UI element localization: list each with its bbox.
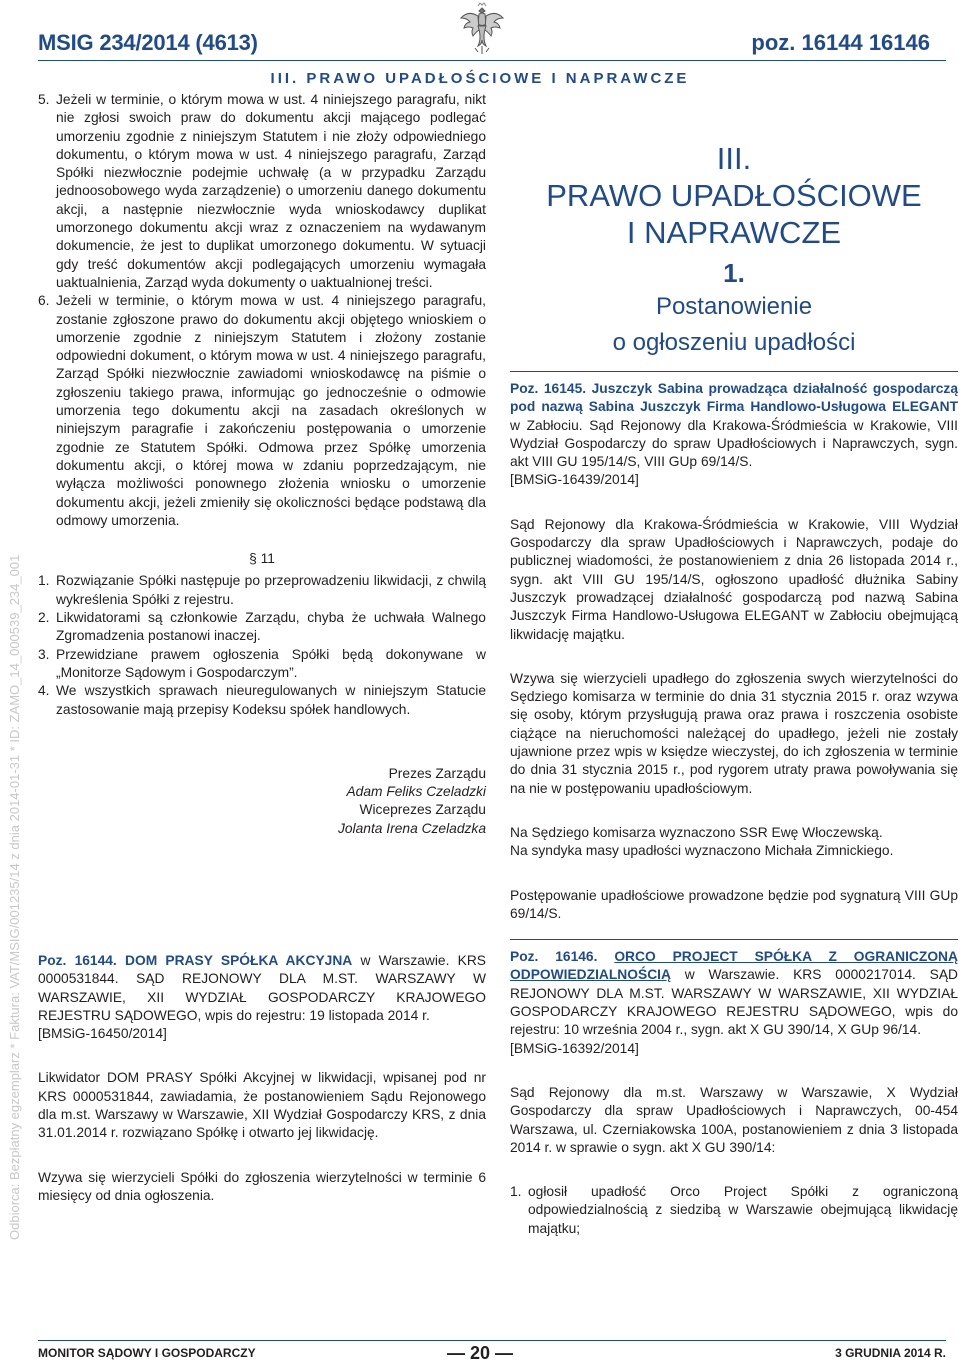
entry-16146: Poz. 16146. ORCO PROJECT SPÓŁKA Z OGRANICZONĄ ODPOWIEDZIALNOŚCIĄ w Warszawie. KRS 0000217014. SĄD REJONOWY DLA M.ST. WARSZAWY W WARSZAWIE, XII WYDZIAŁ GOSPODARCZY KRAJOWEGO REJESTRU SĄDOWEGO, wpis do rejestru: 10 września 2004 r., sygn. akt X GU 390/14, X GUp 96/14.	[510, 949, 958, 1038]
section-title: I NAPRAWCZE	[626, 215, 842, 250]
recipient-sidebar: Odbiorca: Bezpłatny egzemplarz * Faktura: VAT/MSIG/001235/14 z dnia 2014-01-31 * ID: ZAMO_14_000539_234_001	[7, 554, 22, 1240]
entry-paragraph: Na Sędziego komisarza wyznaczono SSR Ewę Włoczewską.	[510, 824, 883, 840]
footer-date: 3 GRUDNIA 2014 R.	[835, 1346, 946, 1360]
entry-paragraph: Sąd Rejonowy dla m.st. Warszawy w Warszawie, X Wydział Gospodarczy dla spraw Upadłościowych i Naprawczych, 00-454 Warszawa, ul. Czerniakowska 100A, postanowieniem z dnia 3 listopada 2014 r. w sprawie o sygn. akt X GU 390/14:	[510, 1084, 958, 1155]
entry-16145: Poz. 16145. Juszczyk Sabina prowadząca działalność gospodarczą pod nazwą Sabina Juszczyk Firma Handlowo-Usługowa ELEGANT w Zabłociu. Sąd Rejonowy dla Krakowa-Śródmieścia w Krakowie, VIII Wydział Gospodarczy do spraw Upadłościowych i Naprawczych, sygn. akt VIII GU 195/14/S, VIII GUp 69/14/S.	[510, 381, 958, 470]
entry-paragraph: Wzywa się wierzycieli upadłego do zgłoszenia swych wierzytelności do Sędziego komisarza w terminie do dnia 31 stycznia 2015 r. oraz wzywa się osoby, którym przysługują prawa oraz prawa i roszczenia osobiste ciążące na nieruchomości należącej do upadłego, jeżeli nie zostały ujawnione przez wpis w księdze wieczystej, do ich zgłoszenia w terminie do dnia 31 stycznia 2015 r., pod rygorem utraty prawa powoływania się na nie w postępowaniu upadłościowym.	[510, 670, 958, 796]
entry-paragraph: Likwidator DOM PRASY Spółki Akcyjnej w likwidacji, wpisanej pod nr KRS 0000531844, zawiadamia, że postanowieniem Sądu Rejonowego dla m.st. Warszawy w Warszawie, XII Wydział Gospodarczy KRS, z dnia 31.01.2014 r. rozwiązano Spółkę i otwarto jej likwidację.	[38, 1070, 486, 1141]
subsection-title: o ogłoszeniu upadłości	[612, 329, 856, 356]
signature-name: Adam Feliks Czeladzki	[346, 784, 486, 800]
signature-role: Prezes Zarządu	[388, 765, 486, 781]
entry-paragraph: Na syndyka masy upadłości wyznaczono Michała Zimnickiego.	[510, 843, 894, 859]
running-section-title: III. PRAWO UPADŁOŚCIOWE I NAPRAWCZE	[270, 70, 690, 87]
right-column	[510, 140, 958, 1238]
signature-name: Jolanta Irena Czeladzka	[337, 820, 486, 836]
signatures	[38, 765, 486, 838]
subsection-number: 1.	[723, 258, 745, 288]
header-rule	[38, 60, 946, 61]
left-column	[38, 91, 486, 1205]
list-item: 6. Jeżeli w terminie, o którym mowa w ust. 4 niniejszego paragrafu, zostanie zgłoszone prawo do dokumentu akcji objętego wnioskiem o umorzenie zgodnie z niniejszym Statutem i złożony zostanie odpowiedni dokument, o którym mowa w ust. 4 niniejszego paragrafu, Zarząd Spółki niezwłocznie zawiadomi wnioskodawcę na piśmie o zgłoszeniu takiego prawa, informując go jednocześnie o odmowie umorzenia tego dokumentu akcji na zasadach określonych w niniejszym paragrafie i zakończeniu postępowania o umorzenie zgodnie ze Statutem Spółki. Odmowa przez Spółkę umorzenia dokumentu akcji, o której mowa w zdaniu poprzedzającym, nie wyłącza możliwości ponownego złożenia wniosku o umorzenie dokumentu akcji, jeżeli zmieniły się okoliczności będące podstawą dla odmowy umorzenia.	[38, 293, 486, 528]
page-number: — 20 —	[446, 1343, 514, 1363]
entry-reference: [BMSiG-16392/2014]	[510, 1040, 639, 1056]
list-item: 3. Przewidziane prawem ogłoszenia Spółki będą dokonywane w „Monitorze Sądowym i Gospodarczym”.	[38, 646, 486, 680]
list-item: 4. We wszystkich sprawach nieuregulowanych w niniejszym Statucie zastosowanie mają przepisy Kodeksu spółek handlowych.	[38, 683, 486, 717]
entry-16144: Poz. 16144. DOM PRASY SPÓŁKA AKCYJNA w Warszawie. KRS 0000531844. SĄD REJONOWY DLA M.ST. WARSZAWY W WARSZAWIE, XII WYDZIAŁ GOSPODARCZY KRAJOWEGO REJESTRU SĄDOWEGO, wpis do rejestru: 19 listopada 2014 r.	[38, 952, 486, 1023]
header-positions: poz. 16144 16146	[751, 30, 930, 55]
entry-reference: [BMSiG-16439/2014]	[510, 472, 639, 488]
header-issue: MSIG 234/2014 (4613)	[38, 30, 258, 55]
list-item: 1. ogłosił upadłość Orco Project Spółki z ograniczoną odpowiedzialnością z siedzibą w Warszawie obejmującą likwidację majątku;	[510, 1184, 958, 1236]
entry-paragraph: Sąd Rejonowy dla Krakowa-Śródmieścia w Krakowie, VIII Wydział Gospodarczy dla spraw Upadłościowych i Naprawczych, podaje do publicznej wiadomości, że postanowieniem z dnia 26 listopada 2014 r., sygn. akt VIII GU 195/14/S, ogłoszono upadłość dłużnika Sabiny Juszczyk prowadzącej działalność gospodarczą pod nazwą Sabina Juszczyk Firma Handlowo-Usługowa ELEGANT w Zabłociu obejmującą likwidację majątku.	[510, 516, 958, 642]
section-title: PRAWO UPADŁOŚCIOWE	[546, 178, 922, 213]
entry-paragraph: Wzywa się wierzycieli Spółki do zgłoszenia wierzytelności w terminie 6 miesięcy od dnia ogłoszenia.	[38, 1169, 486, 1203]
list-item: 1. Rozwiązanie Spółki następuje po przeprowadzeniu likwidacji, z chwilą wykreślenia Spółki z rejestru.	[38, 573, 486, 607]
signature-role: Wiceprezes Zarządu	[359, 802, 486, 818]
entry-paragraph: Postępowanie upadłościowe prowadzone będzie pod sygnaturą VIII GUp 69/14/S.	[510, 887, 958, 921]
list-item: 2. Likwidatorami są członkowie Zarządu, chyba że uchwała Walnego Zgromadzenia postanowi inaczej.	[38, 610, 486, 644]
section-mark: § 11	[249, 551, 275, 567]
polish-eagle-icon	[459, 2, 505, 58]
footer-rule	[38, 1340, 946, 1341]
section-number: III.	[716, 141, 752, 176]
list-item: 5. Jeżeli w terminie, o którym mowa w ust. 4 niniejszego paragrafu, nikt nie zgłosi swoich praw do dokumentu akcji mającego podlegać umorzeniu zgodnie z niniejszym Statutem i nie złoży odpowiedniego dokumentu, o którym mowa w ust. 4 niniejszego paragrafu, Zarząd Spółki niezwłocznie podejmie uchwałę (a w przypadku Zarządu jednoosobowego wyda zarządzenie) o umorzeniu danego dokumentu akcji, a następnie niezwłocznie wyda wnioskodawcy duplikat umorzonego dokumentu akcji wraz z oznaczeniem na wydawanym dokumencie, że jest to duplikat umorzonego dokumentu. W sytuacji gdy treść dokumentów akcji podlegających umorzeniu wymagała uaktualnienia, Zarząd wyda dokumenty o uaktualnionej treści.	[38, 92, 486, 290]
subsection-title: Postanowienie	[655, 293, 813, 320]
entry-reference: [BMSiG-16450/2014]	[38, 1026, 167, 1042]
footer-publication: MONITOR SĄDOWY I GOSPODARCZY	[38, 1346, 256, 1360]
